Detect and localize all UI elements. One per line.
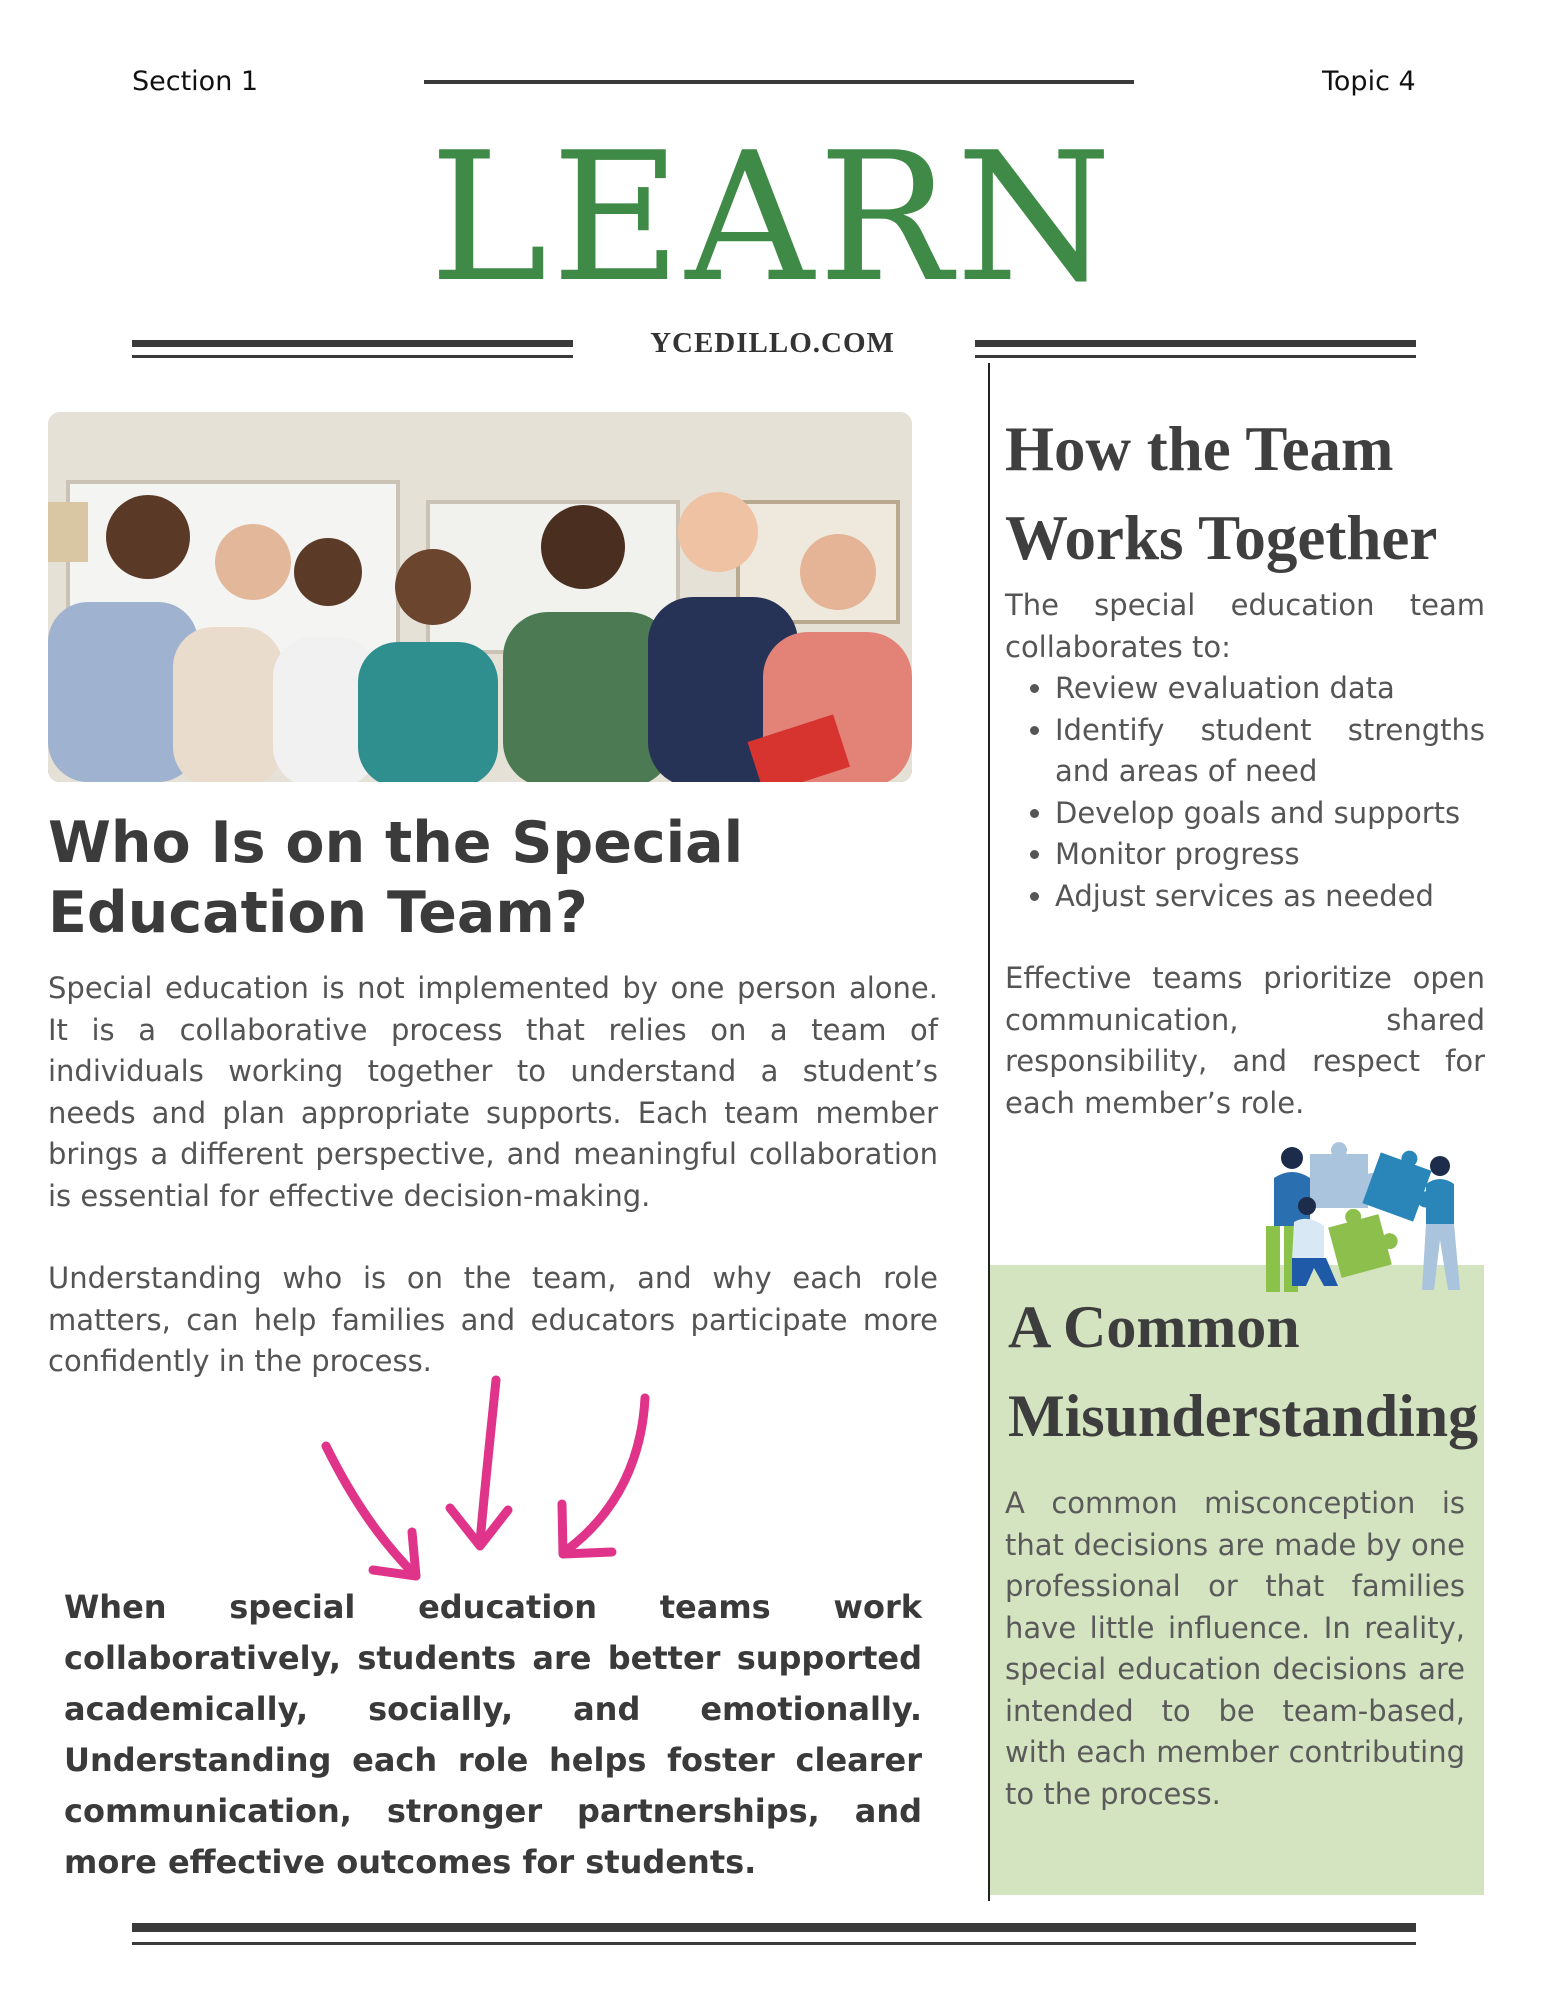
list-item: • Identify student strengths and areas of need <box>1055 710 1485 793</box>
right-body <box>1005 585 1485 1124</box>
left-paragraph-1: Special education is not implemented by one person alone. It is a collaborative process that relies on a team of individuals working together to understand a student’s needs and plan appropriate supports. Each team member brings a different perspective, and meaningful collaboration is essential for effective decision-making. <box>48 971 938 1213</box>
right-heading: How the Team Works Together <box>1005 414 1438 573</box>
list-item: • Monitor progress <box>1055 834 1485 876</box>
masthead-rule-right-thin <box>975 355 1416 358</box>
topic-label: Topic 4 <box>1322 66 1416 97</box>
pointing-arrows-icon <box>300 1370 660 1590</box>
left-body <box>48 968 938 1424</box>
header-rule <box>424 80 1134 84</box>
masthead-title: LEARN <box>429 114 1116 321</box>
section-label: Section 1 <box>132 66 259 97</box>
right-intro: The special education team collaborates to: <box>1005 588 1485 664</box>
box-heading: A Common Misunderstanding <box>1008 1294 1479 1449</box>
right-closing: Effective teams prioritize open communication, shared responsibility, and respect for each member’s role. <box>1005 961 1485 1120</box>
team-photo <box>48 412 912 782</box>
footer-rule-thick <box>132 1923 1416 1932</box>
collaboration-list <box>1005 668 1485 917</box>
footer-rule-thin <box>132 1942 1416 1945</box>
masthead-rule-right-thick <box>975 340 1416 347</box>
list-item: • Develop goals and supports <box>1055 793 1485 835</box>
list-item: • Adjust services as needed <box>1055 876 1485 918</box>
left-paragraph-2: Understanding who is on the team, and why each role matters, can help families and educators participate more confidently in the process. <box>48 1261 938 1378</box>
callout-text: When special education teams work collaboratively, students are better supported academically, socially, and emotionally. Understanding each role helps foster clearer communication, stronger partnerships, and more effective outcomes for students. <box>64 1588 922 1881</box>
box-text: A common misconception is that decisions are made by one professional or that families have little influence. In reality, special education decisions are intended to be team-based, with each member contributing to the process. <box>1005 1486 1465 1811</box>
puzzle-team-icon <box>1250 1140 1480 1300</box>
site-name: YCEDILLO.COM <box>650 327 895 359</box>
list-item: • Review evaluation data <box>1055 668 1485 710</box>
left-heading: Who Is on the Special Education Team? <box>48 810 744 946</box>
